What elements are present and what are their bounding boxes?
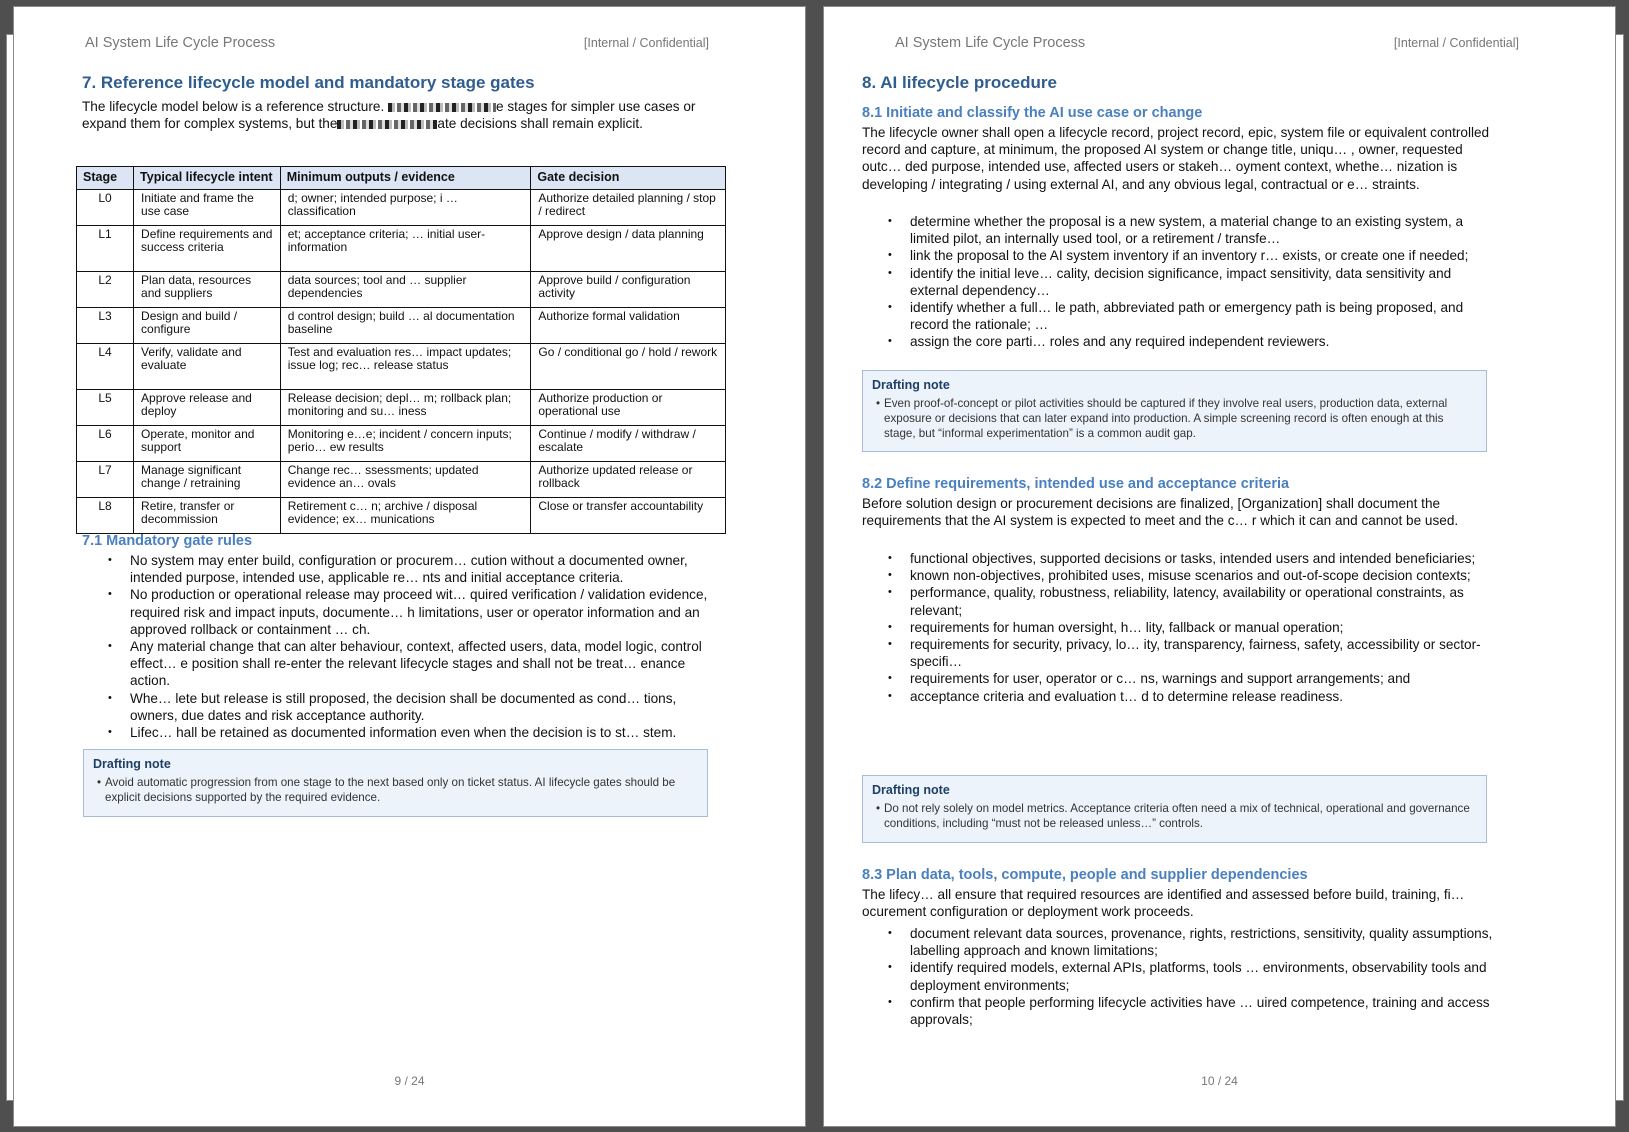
list-item: • functional objectives, supported decisions or tasks, intended users and intended beneficiaries; bbox=[862, 550, 1494, 567]
subsection-8-2-text: Before solution design or procurement decisions are finalized, [Organization] shall document the requirements that the AI system is expected to meet and the c… r which it can and cannot be used. bbox=[862, 496, 1459, 529]
drafting-note-title: Drafting note bbox=[872, 378, 950, 392]
gate-cell: Approve design / data planning bbox=[531, 225, 726, 271]
section-7-intro bbox=[82, 98, 712, 132]
document-title: AI System Life Cycle Process bbox=[895, 35, 1086, 51]
document-title: AI System Life Cycle Process bbox=[85, 35, 276, 51]
list-item: • requirements for human oversight, h… lity, fallback or manual operation; bbox=[862, 619, 1494, 636]
column-header-intent: Typical lifecycle intent bbox=[134, 167, 281, 190]
initiate-steps-list bbox=[862, 213, 1494, 351]
stage-cell: L4 bbox=[77, 343, 134, 389]
list-item: • Any material change that can alter behaviour, context, affected users, data, model logic, control effect… e position shall re-enter the relevant lifecycle stages and shall not be treat… enance action. bbox=[82, 638, 722, 690]
list-item: • No production or operational release may proceed wit… quired verification / validation evidence, required risk and impact inputs, documente… h limitations, user or operator information and an approved rollback or containment … ch. bbox=[82, 586, 722, 638]
list-item: • known non-objectives, prohibited uses, misuse scenarios and out-of-scope decision contexts; bbox=[862, 567, 1494, 584]
subsection-8-1-title: 8.1 Initiate and classify the AI use case or change bbox=[862, 105, 1203, 121]
running-header bbox=[85, 35, 709, 51]
drafting-note-title: Drafting note bbox=[872, 783, 950, 797]
gate-cell: Authorize updated release or rollback bbox=[531, 461, 726, 497]
intent-cell: Retire, transfer or decommission bbox=[134, 497, 281, 533]
table-row bbox=[77, 343, 726, 389]
list-item: • performance, quality, robustness, reliability, latency, availability or operational constraints, as relevant; bbox=[862, 584, 1494, 618]
table-row bbox=[77, 389, 726, 425]
stage-cell: L5 bbox=[77, 389, 134, 425]
outputs-cell: Test and evaluation res… impact updates; issue log; rec… release status bbox=[280, 343, 531, 389]
classification-label: [Internal / Confidential] bbox=[1393, 36, 1519, 50]
requirements-list bbox=[862, 550, 1494, 705]
redaction-artifact bbox=[337, 120, 437, 129]
stage-cell: L6 bbox=[77, 425, 134, 461]
subsection-7-1-title: 7.1 Mandatory gate rules bbox=[82, 533, 253, 549]
outputs-cell: Monitoring e…e; incident / concern inputs; perio… ew results bbox=[280, 425, 531, 461]
list-item: • Whe… lete but release is still proposed, the decision shall be documented as cond… tions, owners, due dates and risk acceptance authority. bbox=[82, 690, 722, 724]
intent-cell: Plan data, resources and suppliers bbox=[134, 271, 281, 307]
table-row bbox=[77, 225, 726, 271]
gate-rules-list bbox=[82, 552, 722, 741]
list-item: • No system may enter build, configuration or procurem… cution without a documented owner, intended purpose, intended use, applicable re… nts and initial acceptance criteria. bbox=[82, 552, 722, 586]
column-header-outputs: Minimum outputs / evidence bbox=[280, 167, 531, 190]
list-item: • Lifec… hall be retained as documented information even when the decision is to st… stem. bbox=[82, 724, 722, 741]
table-row bbox=[77, 425, 726, 461]
document-page-10 bbox=[823, 6, 1616, 1127]
classification-label: [Internal / Confidential] bbox=[583, 36, 709, 50]
outputs-cell: d; owner; intended purpose; i … classification bbox=[280, 189, 531, 225]
drafting-note-text: • Even proof-of-concept or pilot activities should be captured if they involve real users, production data, external exposure or decisions that can later expand into production. A simple screening record is often enough at this stage, but “informal experimentation” is a common audit gap. bbox=[872, 396, 1477, 441]
outputs-cell: Change rec… ssessments; updated evidence an… ovals bbox=[280, 461, 531, 497]
outputs-cell: data sources; tool and … supplier dependencies bbox=[280, 271, 531, 307]
gate-cell: Authorize production or operational use bbox=[531, 389, 726, 425]
redaction-artifact bbox=[388, 103, 496, 112]
intent-cell: Define requirements and success criteria bbox=[134, 225, 281, 271]
drafting-note bbox=[83, 749, 708, 817]
table-row bbox=[77, 189, 726, 225]
table-row bbox=[77, 497, 726, 533]
document-page-9 bbox=[13, 6, 806, 1127]
drafting-note-text: • Do not rely solely on model metrics. Acceptance criteria often need a mix of technical, operational and governance conditions, including “must not be released unless…” controls. bbox=[872, 801, 1477, 831]
stage-cell: L1 bbox=[77, 225, 134, 271]
stage-cell: L0 bbox=[77, 189, 134, 225]
outputs-cell: d control design; build … al documentation baseline bbox=[280, 307, 531, 343]
gate-cell: Go / conditional go / hold / rework bbox=[531, 343, 726, 389]
intent-cell: Manage significant change / retraining bbox=[134, 461, 281, 497]
list-item: • link the proposal to the AI system inventory if an inventory r… exists, or create one if needed; bbox=[862, 247, 1494, 264]
gate-cell: Approve build / configuration activity bbox=[531, 271, 726, 307]
intent-cell: Design and build / configure bbox=[134, 307, 281, 343]
list-item: • document relevant data sources, provenance, rights, restrictions, sensitivity, quality assumptions, labelling approach and known limitations; bbox=[862, 925, 1494, 959]
list-item: • confirm that people performing lifecycle activities have … uired competence, training and access approvals; bbox=[862, 994, 1494, 1028]
gate-cell: Close or transfer accountability bbox=[531, 497, 726, 533]
list-item: • requirements for user, operator or c… ns, warnings and support arrangements; and bbox=[862, 670, 1494, 687]
drafting-note bbox=[862, 370, 1487, 452]
subsection-8-3-text: The lifecy… all ensure that required resources are identified and assessed before build, training, fi… ocurement configuration or deployment work proceeds. bbox=[862, 887, 1465, 920]
subsection-8-2-title: 8.2 Define requirements, intended use and acceptance criteria bbox=[862, 476, 1290, 492]
table-row bbox=[77, 307, 726, 343]
stage-cell: L7 bbox=[77, 461, 134, 497]
gate-cell: Continue / modify / withdraw / escalate bbox=[531, 425, 726, 461]
drafting-note-text: • Avoid automatic progression from one stage to the next based only on ticket status. AI lifecycle gates should be explicit decisions supported by the required evidence. bbox=[93, 775, 698, 805]
intent-cell: Initiate and frame the use case bbox=[134, 189, 281, 225]
column-header-gate: Gate decision bbox=[531, 167, 726, 190]
lifecycle-stage-table bbox=[76, 166, 726, 534]
outputs-cell: et; acceptance criteria; … initial user-information bbox=[280, 225, 531, 271]
list-item: • identify whether a full… le path, abbreviated path or emergency path is being proposed, and record the rationale; … bbox=[862, 299, 1494, 333]
list-item: • identify the initial leve… cality, decision significance, impact sensitivity, data sensitivity and external dependency… bbox=[862, 265, 1494, 299]
drafting-note bbox=[862, 775, 1487, 843]
list-item: • assign the core parti… roles and any required independent reviewers. bbox=[862, 333, 1494, 350]
drafting-note-title: Drafting note bbox=[93, 757, 171, 771]
stage-cell: L8 bbox=[77, 497, 134, 533]
subsection-8-3-title: 8.3 Plan data, tools, compute, people and supplier dependencies bbox=[862, 867, 1308, 883]
page-number: 9 / 24 bbox=[394, 1074, 425, 1088]
intent-cell: Verify, validate and evaluate bbox=[134, 343, 281, 389]
stage-cell: L3 bbox=[77, 307, 134, 343]
section-7-title: 7. Reference lifecycle model and mandatory stage gates bbox=[82, 73, 535, 92]
page-number: 10 / 24 bbox=[1201, 1074, 1238, 1088]
gate-cell: Authorize detailed planning / stop / redirect bbox=[531, 189, 726, 225]
table-row bbox=[77, 461, 726, 497]
section-8-title: 8. AI lifecycle procedure bbox=[862, 73, 1057, 92]
running-header bbox=[895, 35, 1519, 51]
dependencies-list bbox=[862, 925, 1494, 1028]
subsection-8-1-text: The lifecycle owner shall open a lifecycle record, project record, epic, system file or equivalent controlled record and capture, at minimum, the proposed AI system or change title, uniqu… , owner, requested outc… ded purpose, intended use, affected users or stakeh… oyment context, whethe… nization is developing / integrating / using external AI, and any obvious legal, contractual or e… straints. bbox=[862, 125, 1490, 192]
intro-text: e stages for simpler use cases or expand them for complex systems, but the bbox=[82, 99, 696, 132]
intro-text: ate decisions shall remain explicit. bbox=[437, 116, 643, 132]
intro-text: The lifecycle model below is a reference structure. bbox=[82, 99, 385, 114]
column-header-stage: Stage bbox=[77, 167, 134, 190]
list-item: • acceptance criteria and evaluation t… d to determine release readiness. bbox=[862, 688, 1494, 705]
outputs-cell: Release decision; depl… m; rollback plan; monitoring and su… iness bbox=[280, 389, 531, 425]
list-item: • determine whether the proposal is a new system, a material change to an existing system, a limited pilot, an internally used tool, or a retirement / transfe… bbox=[862, 213, 1494, 247]
intent-cell: Operate, monitor and support bbox=[134, 425, 281, 461]
table-row bbox=[77, 271, 726, 307]
outputs-cell: Retirement c… n; archive / disposal evidence; ex… munications bbox=[280, 497, 531, 533]
list-item: • identify required models, external APIs, platforms, tools … environments, observability tools and deployment environments; bbox=[862, 959, 1494, 993]
gate-cell: Authorize formal validation bbox=[531, 307, 726, 343]
stage-cell: L2 bbox=[77, 271, 134, 307]
intent-cell: Approve release and deploy bbox=[134, 389, 281, 425]
list-item: • requirements for security, privacy, lo… ity, transparency, fairness, safety, accessibility or sector-specifi… bbox=[862, 636, 1494, 670]
